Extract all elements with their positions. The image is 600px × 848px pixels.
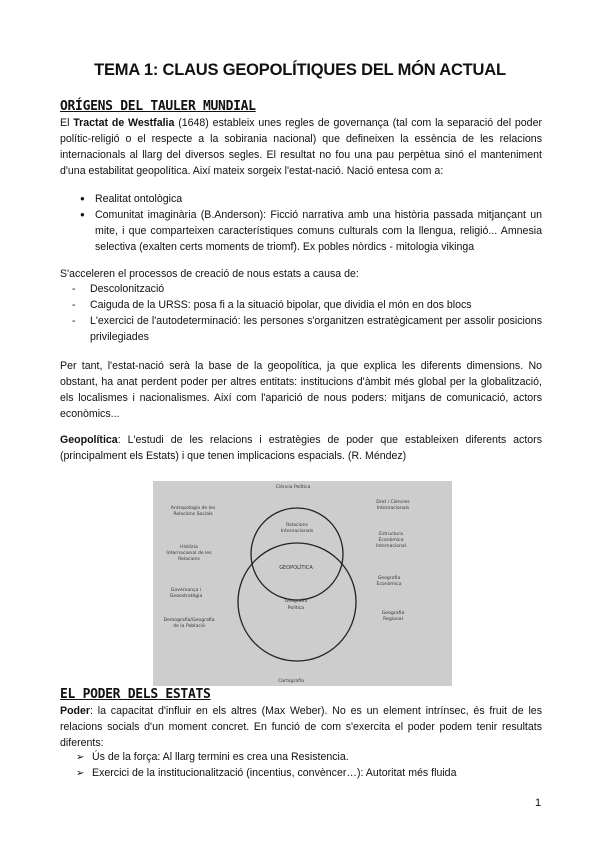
fig-left-4-l1: Demografia/Geografia bbox=[163, 618, 215, 623]
causes-dash-list bbox=[72, 282, 542, 346]
paragraph-westfalia bbox=[60, 116, 542, 180]
fig-bottom-label: Cartografia bbox=[278, 679, 304, 684]
paragraph-state-nation: Per tant, l'estat-nació serà la base de la geopolítica, ja que explica les diferents dimensions. No obstant, ha anat perdent poder per altres entitats: institucions d'àmbit més global per la globalització, els localismes i nacionalismes. Així com l'aparició de nous poders: mitjans de comunicació, actors econòmics... bbox=[60, 360, 542, 420]
nation-bullet-list bbox=[80, 192, 542, 256]
fig-left-3-l1: Governança i bbox=[170, 588, 202, 593]
fig-top-label: Ciència Política bbox=[275, 485, 311, 490]
power-definition-text: : la capacitat d'influir en els altres (Max Weber). No es un element intrínsec, és fruit de les relacions socials d'un moment concret. En funció de com s'exercita el poder podem tenir resultats diferents: bbox=[60, 705, 542, 749]
fig-top-circle-l1: Relacions bbox=[286, 523, 308, 528]
fig-center-label: GEOPOLÍTICA bbox=[279, 565, 313, 571]
geopolitics-term: Geopolítica bbox=[60, 434, 118, 446]
fig-right-3-l2: Econòmica bbox=[376, 582, 402, 587]
westfalia-bold: Tractat de Westfalia bbox=[73, 117, 175, 129]
list-item: - L'exercici de l'autodeterminació: les persones s'organitzen estratègicament per assolir posicions privilegiades bbox=[72, 314, 542, 346]
fig-right-3-l1: Geografia bbox=[377, 576, 401, 581]
power-term: Poder bbox=[60, 705, 91, 717]
power-arrow-list bbox=[76, 750, 542, 782]
page-number: 1 bbox=[535, 797, 542, 809]
fig-left-2-l1: Història bbox=[180, 545, 198, 550]
list-item: - Descolonització bbox=[72, 282, 542, 298]
westfalia-pre: El bbox=[60, 117, 74, 129]
list-item: ● Comunitat imaginària (B.Anderson): Ficció narrativa amb una història passada mitjançant un mite, i que comparteixen característiques comuns culturals com la llengua, religió... Amnesia selectiva (exalten certs moments de triomf). Ex pobles nòrdics - mitologia vikinga bbox=[80, 208, 542, 256]
page-title: TEMA 1: CLAUS GEOPOLÍTIQUES DEL MÓN ACTUAL bbox=[94, 61, 506, 79]
fig-bottom-circle-l1: Geografia bbox=[284, 599, 308, 604]
fig-left-2-l2: Internacional de les bbox=[166, 551, 212, 556]
list-item: ● Realitat ontològica bbox=[80, 192, 542, 208]
paragraph-causes: S'acceleren el processos de creació de nous estats a causa de: bbox=[60, 268, 359, 280]
list-item: ➢ Ús de la força: Al llarg termini es crea una Resistencia. bbox=[76, 750, 542, 766]
geopolitics-definition-text: : L'estudi de les relacions i estratègies de poder que estableixen diferents actors (principalment els Estats) i que tenen implicacions espacials. (R. Méndez) bbox=[60, 434, 542, 462]
fig-right-1-l2: Internacionals bbox=[376, 506, 410, 511]
fig-bottom-circle-l2: Política bbox=[287, 606, 305, 611]
fig-right-2-l2: Econòmica bbox=[378, 538, 404, 543]
section-heading-power: EL PODER DELS ESTATS bbox=[60, 687, 211, 702]
list-item: ➢ Exercici de la institucionalització (incentius, convèncer…): Autoritat més fluida bbox=[76, 766, 542, 782]
fig-top-circle-l2: Internacionals bbox=[280, 529, 314, 534]
fig-right-2-l1: Estructura bbox=[379, 532, 403, 537]
fig-right-4-l2: Regional bbox=[383, 617, 403, 622]
paragraph-geopolitics-definition bbox=[60, 433, 542, 465]
fig-left-4-l2: de la Població bbox=[173, 624, 205, 629]
geopolitics-venn-figure bbox=[153, 481, 452, 686]
paragraph-power-definition bbox=[60, 704, 542, 752]
list-item: - Caiguda de la URSS: posa fi a la situació bipolar, que dividia el món en dos blocs bbox=[72, 298, 542, 314]
fig-left-1-l2: Relacions Socials bbox=[173, 512, 213, 517]
fig-left-3-l2: Geoestratègia bbox=[169, 594, 203, 599]
fig-right-4-l1: Geografia bbox=[381, 611, 405, 616]
fig-right-1-l1: Dret i Ciències bbox=[376, 500, 410, 505]
westfalia-post: (1648) estableix unes regles de governança (tal com la separació del poder polític-religió o el respecte a la sobirania nacional) que defineixen la essència de les relacions internacionals al llarg del diversos segles. El resultat no fou una pau perpètua sinó el manteniment d'una estabilitat geopolítica. Així mateix sorgeix l'estat-nació. Nació entesa com a: bbox=[60, 117, 542, 177]
fig-left-2-l3: Relacions bbox=[178, 557, 200, 562]
fig-right-2-l3: Internacional bbox=[375, 544, 407, 549]
fig-left-1-l1: Antropologia de les bbox=[170, 506, 216, 511]
section-heading-origins: ORÍGENS DEL TAULER MUNDIAL bbox=[60, 99, 256, 114]
